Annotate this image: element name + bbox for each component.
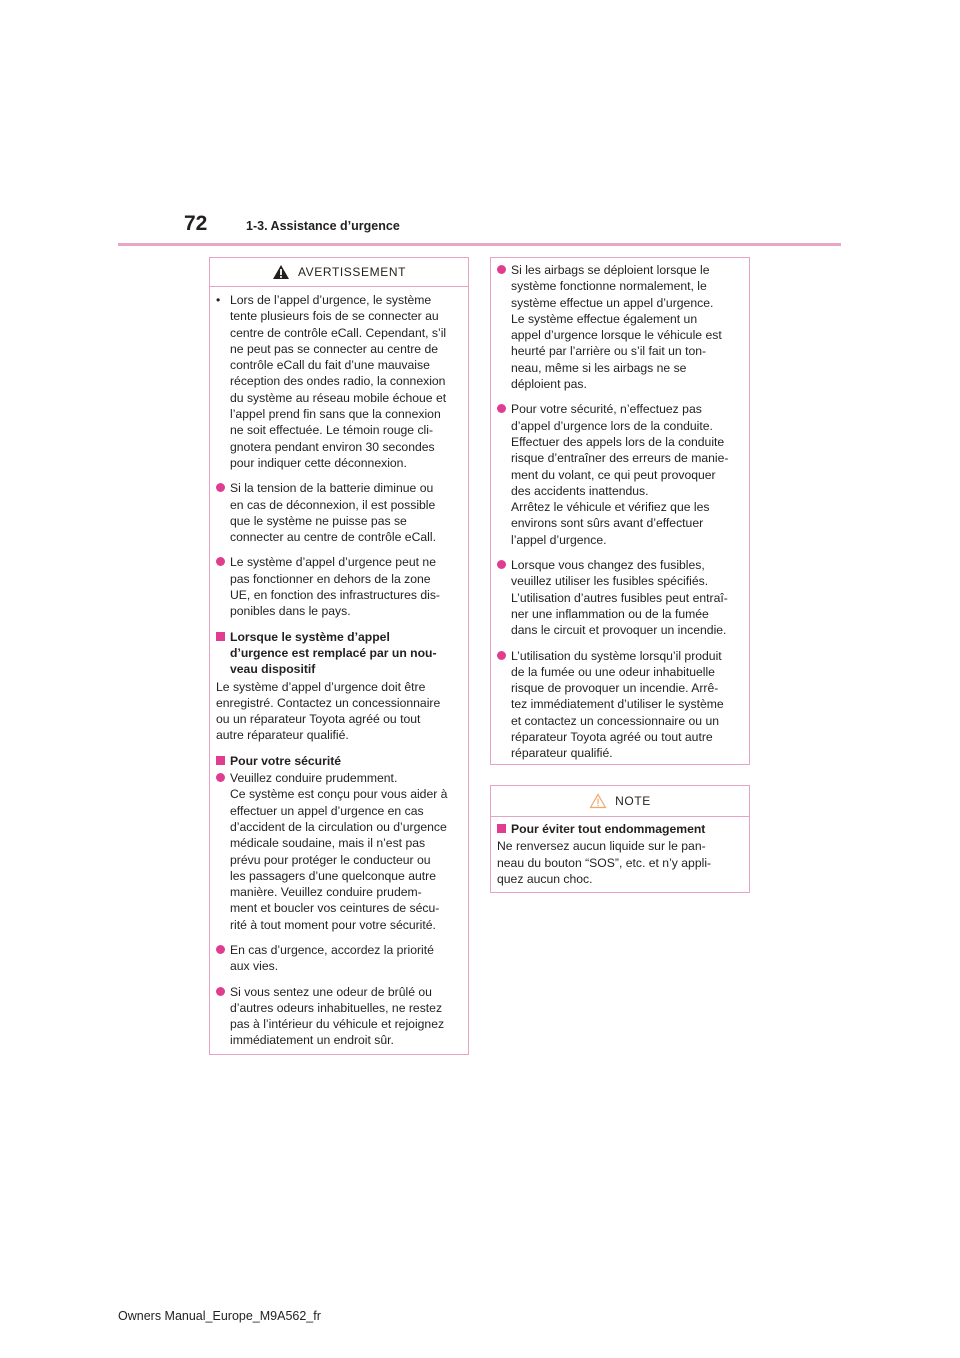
section-title: 1-3. Assistance d’urgence — [246, 219, 400, 233]
item-text: Si vous sentez une odeur de brûlé ou d’autres odeurs inhabituelles, ne restez pas à l’intérieur du véhicule et rejoignez immédiatement un endroit sûr. — [230, 984, 445, 1048]
subheading — [216, 629, 462, 678]
item-text: Pour votre sécurité, n’effectuez pas d’appel d’urgence lors de la conduite. Effectuer des appels lors de la conduite risque d’entraîner des erreurs de manie- ment du volant, ce qui peut provoquer des accidents inattendus. Arrêtez le véhicule et vérifiez que les environs sont sûrs avant d’effectuer l’appel d’urgence. — [511, 402, 729, 547]
paragraph: Ne renversez aucun liquide sur le pan- neau du bouton “SOS”, etc. et n’y appli- quez aucun choc. — [497, 839, 712, 886]
bullet-dot-icon — [216, 945, 225, 954]
item-text: L’utilisation du système lorsqu’il produit de la fumée ou une odeur inhabituelle risque de provoquer un incendie. Arrê- tez immédiatement d’utiliser le système et contactez un concessionnaire ou un réparateur Toyota agréé ou tout autre réparateur qualifié. — [511, 648, 724, 761]
list-item — [216, 480, 462, 545]
list-item — [497, 401, 743, 548]
item-text: Le système d’appel d’urgence peut ne pas fonctionner en dehors de la zone UE, en fonction des infrastructures dis- ponibles dans le pays. — [230, 555, 440, 619]
warning-body-left — [210, 287, 468, 1049]
warning-box-left — [209, 257, 469, 1055]
bullet-dash: • — [216, 293, 221, 307]
bullet-dot-icon — [497, 560, 506, 569]
note-triangle-icon — [589, 793, 607, 809]
item-text: Veuillez conduire prudemment. Ce système est conçu pour vous aider à effectuer un appel d’urgence en cas d’accident de la circulation ou d’urgence médicale soudaine, mais il n’est pas prévu pour protéger le conducteur ou les passagers d’une quelconque autre manière. Veuillez conduire prudem- ment et boucler vos ceintures de sécu- rité à tout moment pour votre sécurité. — [230, 771, 448, 932]
list-item — [216, 942, 462, 975]
list-item — [216, 292, 462, 471]
bullet-dot-icon — [216, 483, 225, 492]
paragraph: Le système d’appel d’urgence doit être enregistré. Contactez un concessionnaire ou un réparateur Toyota agréé ou tout autre réparateur qualifié. — [216, 679, 441, 743]
subheading-text: Pour éviter tout endommagement — [511, 822, 706, 836]
list-item — [216, 770, 462, 933]
list-item — [216, 984, 462, 1049]
list-item — [497, 557, 743, 638]
bullet-dot-icon — [497, 404, 506, 413]
list-item — [497, 262, 743, 392]
subheading — [216, 753, 462, 769]
bullet-square-icon — [216, 756, 225, 765]
warning-header — [210, 258, 468, 287]
warning-title: AVERTISSEMENT — [297, 265, 407, 279]
bullet-dot-icon — [216, 987, 225, 996]
item-text: Lors de l’appel d’urgence, le système tente plusieurs fois de se connecter au centre de contrôle eCall. Cependant, s’il ne peut pas se connecter au centre de contrôle eCall du fait d’une mauvaise réception des ondes radio, la connexion du système au réseau mobile échoue et l’appel prend fin sans que la connexion ne soit effectuée. Le témoin rouge cli- gnotera pendant environ 30 secondes pour indiquer cette déconnexion. — [230, 293, 447, 470]
item-text: En cas d’urgence, accordez la priorité aux vies. — [230, 942, 434, 974]
item-text: Lorsque vous changez des fusibles, veuillez utiliser les fusibles spécifiés. L’utilisation d’autres fusibles peut entraî- ner une inflammation ou de la fumée dans le circuit et provoquer un incendie. — [511, 558, 728, 638]
warning-box-right — [490, 257, 750, 765]
bullet-square-icon — [497, 824, 506, 833]
bullet-dot-icon — [216, 557, 225, 566]
page-number: 72 — [184, 212, 208, 235]
note-body — [491, 817, 749, 887]
note-box — [490, 785, 750, 893]
bullet-square-icon — [216, 632, 225, 641]
bullet-dot-icon — [497, 265, 506, 274]
subheading — [497, 821, 743, 837]
note-title: NOTE — [615, 794, 651, 808]
warning-triangle-icon — [272, 264, 290, 280]
item-text: Si les airbags se déploient lorsque le système fonctionne normalement, le système effectue un appel d’urgence. Le système effectue également un appel d’urgence lorsque le véhicule est heurté par l’arrière ou s’il fait un ton- neau, même si les airbags ne se déploient pas. — [511, 263, 722, 392]
note-header — [491, 786, 749, 817]
header-rule — [118, 243, 841, 246]
warning-body-right — [491, 258, 749, 762]
subheading-text: Lorsque le système d’appel d’urgence est remplacé par un nou- veau dispositif — [230, 629, 437, 677]
subheading-text: Pour votre sécurité — [230, 753, 342, 768]
list-item — [216, 554, 462, 619]
bullet-dot-icon — [497, 651, 506, 660]
list-item — [497, 648, 743, 762]
item-text: Si la tension de la batterie diminue ou en cas de déconnexion, il est possible que le système ne puisse pas se connecter au centre de contrôle eCall. — [230, 481, 436, 545]
footer-text: Owners Manual_Europe_M9A562_fr — [118, 1309, 321, 1323]
bullet-dot-icon — [216, 773, 225, 782]
